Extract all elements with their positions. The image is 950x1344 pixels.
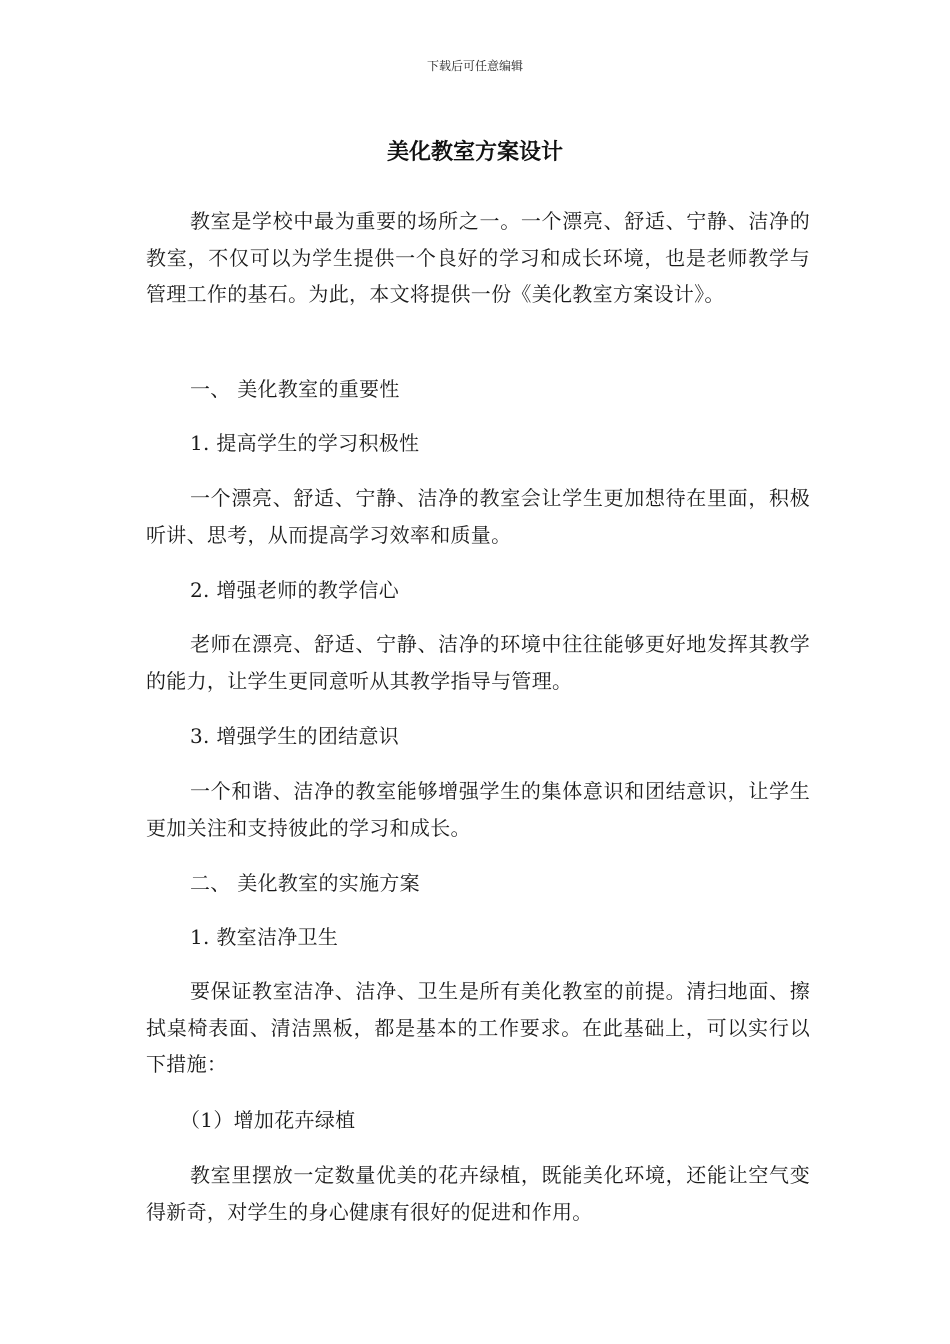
section-2-sub-1-text: 教室里摆放一定数量优美的花卉绿植，既能美化环境，还能让空气变得新奇，对学生的身心健康有很好的促进和作用。 (146, 1163, 810, 1224)
section-1-heading: 一、 美化教室的重要性 (190, 377, 400, 401)
document-title: 美化教室方案设计 (386, 140, 563, 165)
section-2-heading: 二、 美化教室的实施方案 (190, 871, 420, 895)
section-1-item-3-text: 一个和谐、洁净的教室能够增强学生的集体意识和团结意识，让学生更加关注和支持彼此的学习和成长。 (146, 779, 810, 840)
section-2-item-1-heading: 1. 教室洁净卫生 (190, 925, 339, 949)
header-note: 下载后可任意编辑 (426, 59, 523, 73)
intro-paragraph: 教室是学校中最为重要的场所之一。一个漂亮、舒适、宁静、洁净的教室，不仅可以为学生提供一个良好的学习和成长环境，也是老师教学与管理工作的基石。为此，本文将提供一份《美化教室方案设计》。 (146, 209, 810, 307)
section-1-item-1-text: 一个漂亮、舒适、宁静、洁净的教室会让学生更加想待在里面，积极听讲、思考，从而提高学习效率和质量。 (146, 486, 810, 547)
section-1-item-1-heading: 1. 提高学生的学习积极性 (190, 431, 420, 455)
section-1-item-2-heading: 2. 增强老师的教学信心 (190, 578, 400, 602)
section-1-item-2-text: 老师在漂亮、舒适、宁静、洁净的环境中往往能够更好地发挥其教学的能力，让学生更同意听从其教学指导与管理。 (146, 632, 810, 693)
section-1-item-3-heading: 3. 增强学生的团结意识 (190, 724, 400, 748)
section-2-sub-1-heading: （1）增加花卉绿植 (180, 1108, 356, 1132)
section-2-item-1-text: 要保证教室洁净、洁净、卫生是所有美化教室的前提。清扫地面、擦拭桌椅表面、清洁黑板，都是基本的工作要求。在此基础上，可以实行以下措施： (146, 979, 810, 1077)
